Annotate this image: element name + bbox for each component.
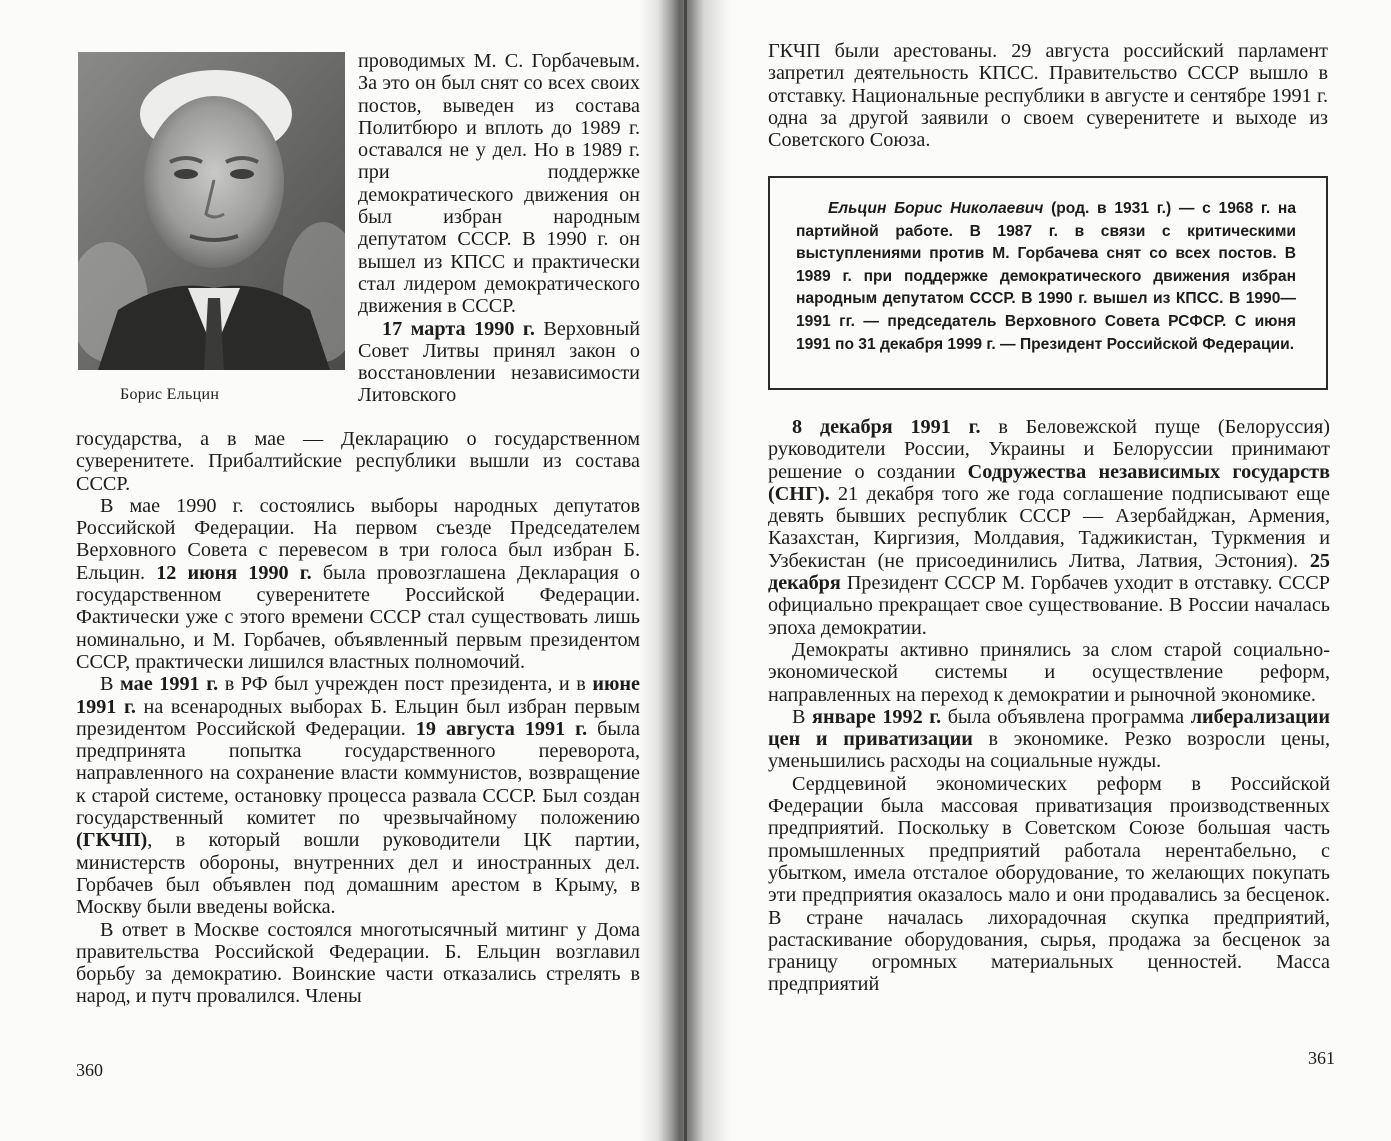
portrait-image [78, 52, 345, 370]
bio-name: Ельцин Борис Николаевич [828, 200, 1044, 217]
page-number: 361 [1308, 1048, 1335, 1068]
paragraph: В мае 1990 г. состоялись выборы народных депутатов Российской Федерации. На первом съезде Председателем Верховного Совета с перевесом в три голоса был избран Б. Ельцин. 12 июня 1990 г. была провозглашена Декларация о государственном суверенитете Российской Федерации. Фактически уже с этого времени СССР стал существовать лишь номинально, и М. Горбачев, объявленный первым президентом СССР, практически лишился властных полномочий. [76, 494, 640, 673]
paragraph: Сердцевиной экономических реформ в Российской Федерации была массовая приватизация производственных предприятий. Поскольку в Советском Союзе большая часть промышленных предприятий работала нерентабельно, с убытком, имела отсталое оборудование, то желающих покупать эти предприятия оказалось мало и они продавались за бесценок. В стране началась лихорадочная скупка предприятий, растаскивание оборудования, сырья, продажа за бесценок за границу огромных материальных ценностей. Масса предприятий [768, 772, 1330, 996]
paragraph: В ответ в Москве состоялся многотысячный митинг у Дома правительства Российской Федерации. Б. Ельцин возглавил борьбу за демократию. Воинские части отказались стрелять в народ, и путч провалился. Члены [76, 918, 640, 1008]
binding-line [684, 0, 687, 1141]
right-top-text [768, 40, 1328, 151]
paragraph: проводимых М. С. Горбачевым. За это он был снят со всех своих постов, выведен из состава Политбюро и вплоть до 1989 г. оставался не у дел. Но в 1989 г. при поддержке демократического движения он был избран народным депутатом СССР. В 1990 г. он вышел из КПСС и практически стал лидером демократического движения в СССР. [358, 50, 640, 318]
left-main-text [76, 428, 640, 1008]
photo-caption: Борис Ельцин [120, 386, 220, 403]
left-page [0, 0, 662, 1141]
paragraph: 17 марта 1990 г. Верховный Совет Литвы принял закон о восстановлении независимости Литовского [358, 317, 640, 407]
page-number: 360 [76, 1060, 103, 1080]
paragraph: 8 декабря 1991 г. в Беловежской пуще (Белоруссия) руководители России, Украины и Белоруссии принимают решение о создании Содружества независимых государств (СНГ). 21 декабря того же года соглашение подписывают еще девять бывших республик СССР — Азербайджан, Армения, Казахстан, Киргизия, Молдавия, Таджикистан, Туркмения и Узбекистан (не присоединились Литва, Латвия, Эстония). 25 декабря Президент СССР М. Горбачев уходит в отставку. СССР официально прекращает свое существование. В России началась эпоха демократии. [768, 416, 1331, 639]
biography-box [768, 176, 1328, 390]
paragraph: В январе 1992 г. была объявлена программа либерализации цен и приватизации в экономике. Резко возросли цены, уменьшились расходы на социальные нужды. [768, 705, 1330, 773]
right-main-text [768, 416, 1330, 996]
biography-text: Ельцин Борис Николаевич (род. в 1931 г.) — с 1968 г. на партийной работе. В 1987 г. в связи с критическими выступлениями против М. Горбачева снят со всех постов. В 1989 г. при поддержке демократического движения избран народным депутатом СССР. В 1990 г. вышел из КПСС. В 1990—1991 гг. — председатель Верховного Совета РСФСР. С июня 1991 по 31 декабря 1999 г. — Президент Российской Федерации. [796, 200, 1296, 353]
paragraph: ГКЧП были арестованы. 29 августа российский парламент запретил деятельность КПСС. Правительство СССР вышло в отставку. Национальные республики в августе и сентябре 1991 г. одна за другой заявили о своем суверенитете и выходе из Советского Союза. [768, 40, 1328, 152]
portrait-photo [78, 52, 345, 370]
paragraph: государства, а в мае — Декларацию о государственном суверенитете. Прибалтийские республики вышли из состава СССР. [76, 428, 640, 495]
paragraph: Демократы активно принялись за слом старой социально-экономической системы и осуществление реформ, направленных на переход к демократии и рыночной экономике. [768, 638, 1330, 706]
beside-photo-text [358, 50, 640, 407]
paragraph: В мае 1991 г. в РФ был учрежден пост президента, и в июне 1991 г. на всенародных выборах Б. Ельцин был избран первым президентом Российской Федерации. 19 августа 1991 г. была предпринята попытка государственного переворота, направленного на сохранение власти коммунистов, возвращение к старой системе, остановку процесса развала СССР. Был создан государственный комитет по чрезвычайному положению (ГКЧП), в который вошли руководители ЦК партии, министерств обороны, внутренних дел и иностранных дел. Горбачев был объявлен под домашним арестом в Крыму, в Москву были введены войска. [76, 673, 641, 919]
